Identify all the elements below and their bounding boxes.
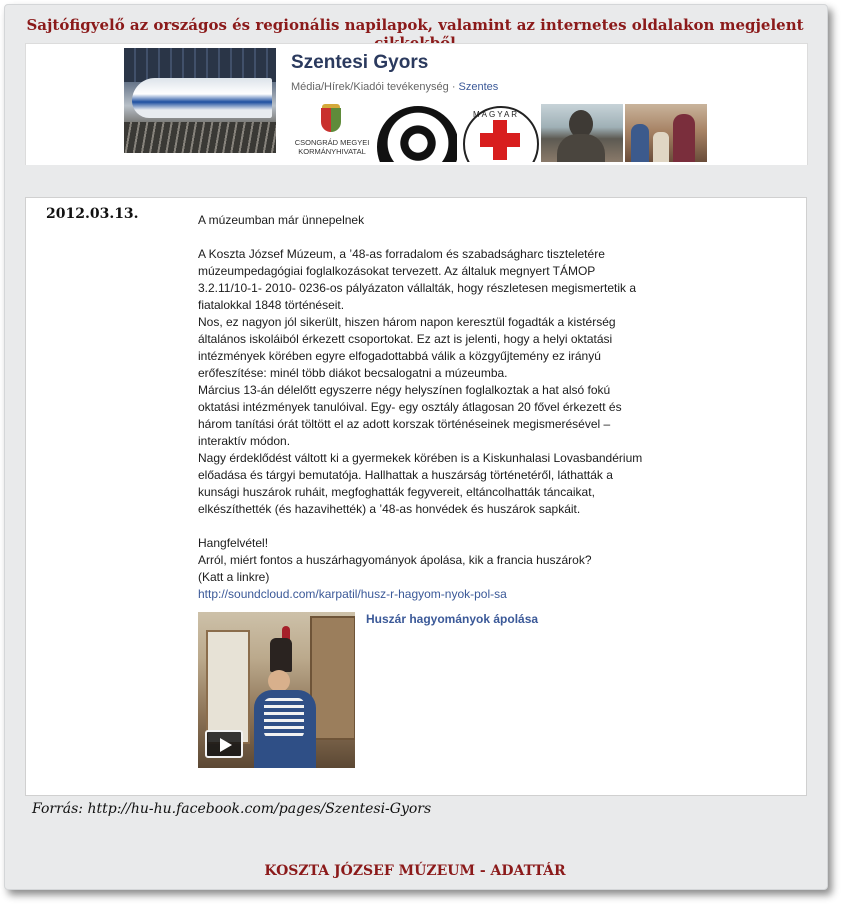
photo-thumb-red-cross[interactable] xyxy=(459,104,539,162)
coat-of-arms-icon xyxy=(321,108,341,132)
video-attachment xyxy=(198,612,598,768)
body-line: Március 13-án délelőtt egyszerre négy helyszínen foglalkoztak a hat alsó fokú xyxy=(198,383,611,397)
body-line: Nagy érdeklődést váltott ki a gyermekek körében is a Kiskunhalasi Lovasbandérium xyxy=(198,451,643,465)
attachment-title-link[interactable]: Huszár hagyományok ápolása xyxy=(366,612,539,626)
body-line: oktatási intézmények tanulóival. Egy- egy osztály átlagosan 20 fővel érkezett és xyxy=(198,400,622,414)
body-line: három tanítási órát töltött el az adott korszak történéseinek megismerésével – xyxy=(198,417,611,431)
source-citation: Forrás: http://hu-hu.facebook.com/pages/Szentesi-Gyors xyxy=(32,801,432,817)
body-line: általános iskoláiból érkezett csoportokat. Ez azt is jelenti, hogy a helyi oktatási xyxy=(198,332,613,346)
body-line: intézmények körében egyre elfogadottabbá válik a közgyűjtemény ez irányú xyxy=(198,349,601,363)
page-category xyxy=(291,81,498,93)
audio-hint: (Katt a linkre) xyxy=(198,570,270,584)
body-line: A Koszta József Múzeum, a ’48-as forradalom és szabadságharc tiszteletére xyxy=(198,247,605,261)
footer-title: KOSZTA JÓZSEF MÚZEUM - ADATTÁR xyxy=(264,863,566,879)
category-text: Média/Hírek/Kiadói tevékenység xyxy=(291,81,449,93)
body-line: 3.2.11/10-1- 2010- 0236-os pályázaton vállalták, hogy részletesen megismertetik a xyxy=(198,281,637,295)
facebook-page-banner xyxy=(25,43,808,165)
body-line: múzeumpedagógiai foglalkozásokat tervezett. Az általuk megnyert TÁMOP xyxy=(198,264,596,278)
post-body xyxy=(198,246,688,603)
photo-thumb-kormanyhivatal[interactable] xyxy=(291,104,373,162)
soundcloud-link[interactable]: http://soundcloud.com/karpatil/husz-r-hagyom-nyok-pol-sa xyxy=(198,587,507,601)
redcross-caption: MAGYAR xyxy=(473,110,520,119)
football-icon xyxy=(377,106,457,162)
photo-thumb-statue[interactable] xyxy=(541,104,623,162)
photo-thumb-football[interactable] xyxy=(375,104,457,162)
cover-photo-train[interactable] xyxy=(124,48,276,153)
photo-thumb-group[interactable] xyxy=(625,104,707,162)
audio-note: Hangfelvétel! xyxy=(198,536,269,550)
post-title: A múzeumban már ünnepelnek xyxy=(198,213,365,227)
body-line: előadása és tárgyi bemutatója. Hallhattak a huszárság történetéről, láthatták a xyxy=(198,468,613,482)
body-line: fiatalokkal 1848 történéseit. xyxy=(198,298,345,312)
body-line: kunsági huszárok ruháit, megfoghatták fegyvereit, eltáncolhatták táncaikat, xyxy=(198,485,595,499)
page-header-title: Sajtófigyelő az országos és regionális napilapok, valamint az internetes oldalakon megjelent xyxy=(26,16,804,34)
body-line: interaktív módon. xyxy=(198,434,291,448)
article-panel xyxy=(25,197,807,796)
crest-caption: CSONGRÁD MEGYEI KORMÁNYHIVATAL xyxy=(294,138,370,156)
body-line: elkészíthették (és hazavihették) a ’48-as honvédek és huszárok sapkáit. xyxy=(198,502,581,516)
audio-question: Arról, miért fontos a huszárhagyományok ápolása, kik a francia huszárok? xyxy=(198,553,592,567)
body-line: erőfeszítése: minél több diákot becsalogatni a múzeumba. xyxy=(198,366,508,380)
video-thumbnail[interactable] xyxy=(198,612,355,768)
post-date: 2012.03.13. xyxy=(46,206,139,222)
page-name[interactable]: Szentesi Gyors xyxy=(291,52,429,73)
location-link[interactable]: Szentes xyxy=(458,81,499,93)
body-line: Nos, ez nagyon jól sikerült, hiszen három napon keresztül fogadták a kistérség xyxy=(198,315,616,329)
category-separator: · xyxy=(451,81,456,93)
play-icon[interactable] xyxy=(205,730,243,758)
